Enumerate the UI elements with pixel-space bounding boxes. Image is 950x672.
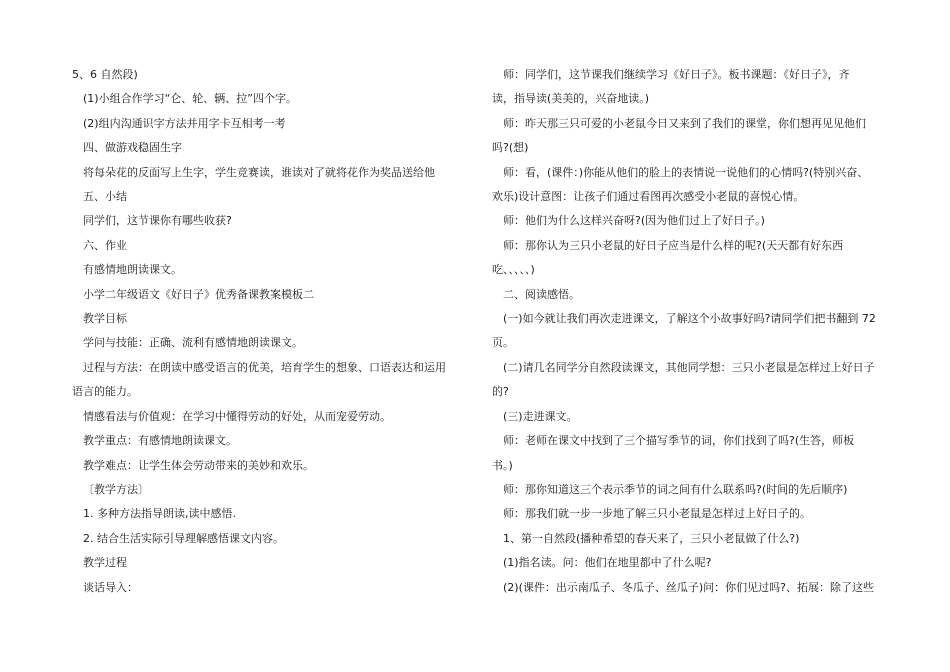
text-line: 2. 结合生活实际引导理解感悟课文内容。	[83, 531, 284, 545]
text-line: 教学难点：让学生体会劳动带来的美妙和欢乐。	[83, 458, 314, 472]
text-line: 四、做游戏稳固生字	[83, 141, 182, 155]
text-line: 师：昨天那三只可爱的小老鼠今日又来到了我们的课堂，你们想再见见他们	[503, 116, 866, 130]
text-line: 教学目标	[83, 312, 127, 326]
text-line: 5、6 自然段)	[72, 68, 138, 81]
text-line: 六、作业	[83, 238, 127, 252]
text-line: 师：那你认为三只小老鼠的好日子应当是什么样的呢?(天天都有好东西	[503, 238, 844, 252]
text-line: (2)组内沟通识字方法并用字卡互相考一考	[83, 116, 286, 130]
text-line: 同学们，这节课你有哪些收获?	[83, 214, 232, 228]
text-line: 教学过程	[83, 556, 127, 570]
text-line: 师：那我们就一步一步地了解三只小老鼠是怎样过上好日子的。	[503, 507, 811, 521]
left-column	[72, 63, 456, 600]
text-line: 1、第一自然段(播种希望的春天来了，三只小老鼠做了什么?)	[503, 531, 800, 545]
text-line: 页。	[492, 336, 514, 350]
text-line: 师：看，(课件：)你能从他们的脸上的表情说一说他们的心情吗?(特别兴奋、	[503, 165, 869, 179]
text-line: (1)指名读。问：他们在地里都中了什么呢?	[503, 556, 712, 570]
text-line: 小学二年级语文《好日子》优秀备课教案模板二	[83, 287, 314, 301]
text-line: 教学重点：有感情地朗读课文。	[83, 434, 237, 448]
text-line: 学问与技能：正确、流利有感情地朗读课文。	[83, 336, 303, 350]
text-line: 读，指导读(美美的，兴奋地读。)	[492, 92, 650, 106]
text-line: 有感情地朗读课文。	[83, 263, 182, 277]
text-line: (1)小组合作学习“仑、轮、辆、拉”四个字。	[83, 92, 297, 106]
text-line: (三)走进课文。	[503, 409, 578, 423]
text-line: (一)如今就让我们再次走进课文，了解这个小故事好吗?请同学们把书翻到 72	[503, 312, 876, 326]
text-line: (二)请几名同学分自然段读课文，其他同学想：三只小老鼠是怎样过上好日子	[503, 360, 875, 374]
text-line: 吗?(想)	[492, 141, 529, 155]
text-line: 书。)	[492, 458, 513, 472]
text-line: 谈话导入：	[83, 580, 138, 594]
text-line: 师：他们为什么这样兴奋呀?(因为他们过上了好日子。)	[503, 214, 765, 228]
text-line: 二、阅读感悟。	[503, 287, 580, 301]
text-line: 的?	[492, 385, 509, 399]
text-line: 师：那你知道这三个表示季节的词之间有什么联系吗?(时间的先后顺序)	[503, 482, 848, 496]
text-line: 情感看法与价值观：在学习中懂得劳动的好处，从而宠爱劳动。	[83, 409, 391, 423]
text-line: 语言的能力。	[72, 385, 138, 399]
text-line: 师：老师在课文中找到了三个描写季节的词，你们找到了吗?(生答，师板	[503, 434, 855, 448]
text-line: (2)(课件：出示南瓜子、冬瓜子、丝瓜子)问：你们见过吗?、拓展：除了这些	[503, 580, 875, 594]
right-column	[492, 63, 880, 600]
text-line: 吃、、、、、)	[492, 263, 535, 277]
text-line: 过程与方法：在朗读中感受语言的优美，培育学生的想象、口语表达和运用	[83, 360, 446, 374]
text-line: 〔教学方法〕	[83, 482, 149, 496]
text-line: 将每朵花的反面写上生字，学生竞赛读，谁读对了就将花作为奖品送给他	[83, 165, 435, 179]
text-line: 师：同学们，这节课我们继续学习《好日子》。板书课题：《好日子》，齐	[503, 68, 850, 81]
text-line: 五、小结	[83, 190, 127, 204]
text-line: 1. 多种方法指导朗读,读中感悟.	[83, 507, 236, 521]
text-line: 欢乐)设计意图：让孩子们通过看图再次感受小老鼠的喜悦心情。	[492, 190, 805, 204]
